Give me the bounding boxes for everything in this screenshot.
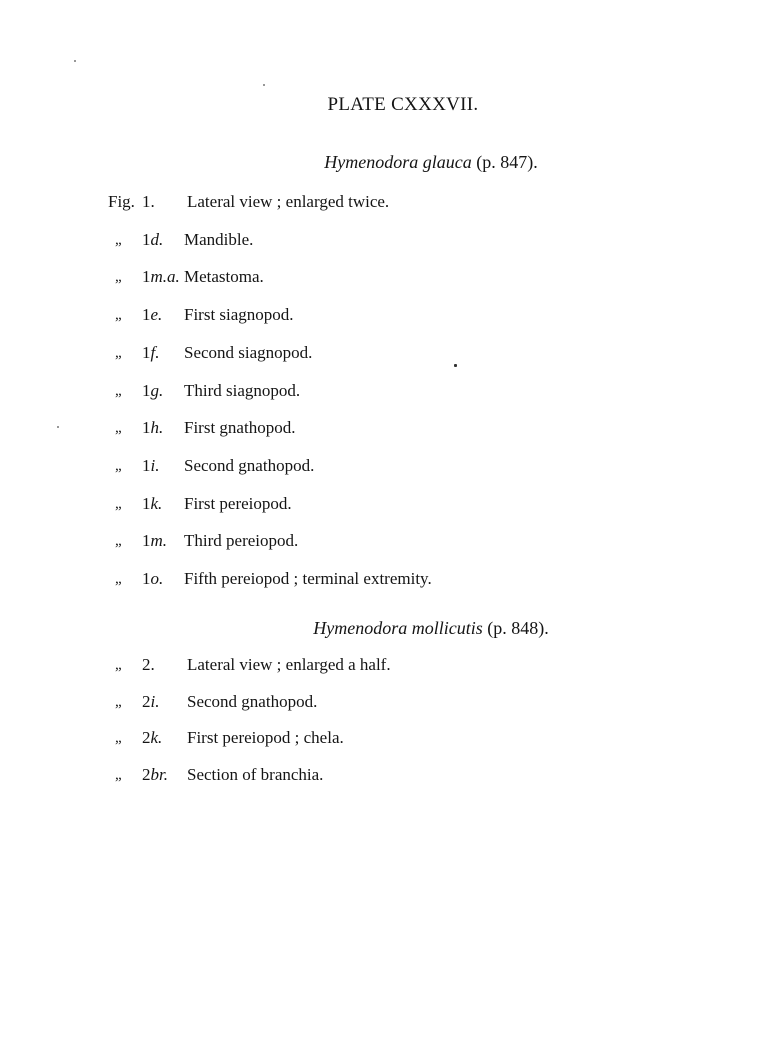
figure-number	[142, 531, 167, 551]
figure-number-digit: 1	[142, 267, 151, 287]
figure-description: Second gnathopod.	[187, 691, 318, 711]
figure-number-digit: 1	[142, 380, 151, 400]
figure-number-suffix: o.	[150, 569, 164, 588]
scan-speck	[57, 426, 59, 428]
figure-number-suffix: g.	[150, 380, 164, 400]
figure-number-digit: 1	[142, 229, 151, 249]
page-reference: (p. 848).	[487, 618, 549, 638]
scan-speck	[263, 84, 265, 86]
figure-description: Second siagnopod.	[184, 342, 313, 362]
figure-number-suffix: i.	[150, 455, 160, 475]
page-reference: (p. 847).	[476, 152, 538, 172]
figure-number	[142, 230, 163, 250]
figure-number-digit: 1	[142, 342, 151, 362]
ditto-mark: „	[115, 457, 122, 474]
figure-number	[142, 305, 162, 325]
figure-description: Second gnathopod.	[184, 455, 315, 475]
section-heading-glauca	[0, 152, 776, 173]
figure-description: Lateral view ; enlarged twice.	[187, 192, 390, 211]
ditto-mark: „	[115, 767, 122, 784]
ditto-mark: „	[115, 571, 122, 587]
figure-number-suffix: k.	[150, 728, 163, 748]
figure-number	[142, 192, 155, 212]
figure-description: Metastoma.	[184, 267, 264, 287]
figure-number-suffix: d.	[150, 229, 164, 249]
scan-speck	[454, 364, 457, 367]
figure-number	[142, 765, 168, 785]
figure-number	[142, 569, 163, 589]
figure-number	[142, 381, 163, 401]
figure-description: Third siagnopod.	[184, 380, 301, 400]
figure-number-digit: 1	[142, 305, 151, 325]
figure-description: First pereiopod ; chela.	[187, 728, 344, 748]
figure-description: Third pereiopod.	[184, 531, 299, 551]
figure-number-digit: 2	[142, 691, 151, 711]
ditto-mark: „	[115, 533, 122, 550]
scan-speck	[74, 60, 76, 62]
figure-number-suffix: m.	[150, 531, 168, 551]
figure-number-suffix: i.	[150, 691, 160, 711]
ditto-mark: „	[115, 382, 122, 399]
figure-number-digit: 1	[142, 569, 151, 588]
figure-number	[142, 494, 162, 514]
ditto-mark: „	[115, 269, 122, 286]
figure-description: Mandible.	[184, 229, 254, 249]
fig-label: Fig.	[108, 192, 135, 211]
figure-number	[142, 418, 163, 438]
figure-number	[142, 655, 155, 675]
figure-number-digit: 1	[142, 531, 151, 551]
figure-number-digit: 1	[142, 418, 151, 438]
figure-number	[142, 456, 159, 476]
species-name: Hymenodora glauca	[324, 152, 472, 172]
figure-description: First pereiopod.	[184, 493, 292, 513]
figure-number-suffix: k.	[150, 493, 163, 513]
figure-number-digit: 2	[142, 728, 151, 748]
plate-title: PLATE CXXXVII.	[327, 94, 479, 115]
figure-number-suffix: h.	[150, 418, 164, 438]
figure-description: First gnathopod.	[184, 418, 296, 438]
ditto-mark: „	[115, 693, 122, 710]
ditto-mark: „	[115, 420, 122, 437]
figure-number-suffix: m.a.	[150, 267, 180, 287]
figure-number-digit: 2.	[142, 655, 155, 674]
figure-number-suffix: br.	[150, 765, 168, 785]
ditto-mark: „	[115, 730, 122, 747]
figure-number-digit: 1	[142, 493, 151, 513]
figure-number-digit: 2	[142, 765, 151, 785]
figure-number	[142, 343, 159, 363]
ditto-mark: „	[115, 344, 122, 361]
species-name: Hymenodora mollicutis	[313, 618, 483, 638]
figure-number	[142, 692, 159, 712]
ditto-mark: „	[115, 657, 122, 673]
ditto-mark: „	[115, 307, 122, 324]
figure-description: Section of branchia.	[187, 765, 324, 785]
figure-description: Fifth pereiopod ; terminal extremity.	[184, 569, 432, 588]
ditto-mark: „	[115, 231, 122, 248]
figure-description: First siagnopod.	[184, 305, 294, 325]
figure-number	[142, 728, 162, 748]
ditto-mark: „	[115, 495, 122, 512]
section-heading-mollicutis	[0, 618, 776, 639]
figure-description: Lateral view ; enlarged a half.	[187, 655, 391, 674]
figure-number-digit: 1.	[142, 192, 155, 211]
figure-number-suffix: f.	[150, 342, 160, 362]
figure-number-digit: 1	[142, 455, 151, 475]
figure-number	[142, 267, 180, 287]
figure-number-suffix: e.	[150, 305, 163, 325]
